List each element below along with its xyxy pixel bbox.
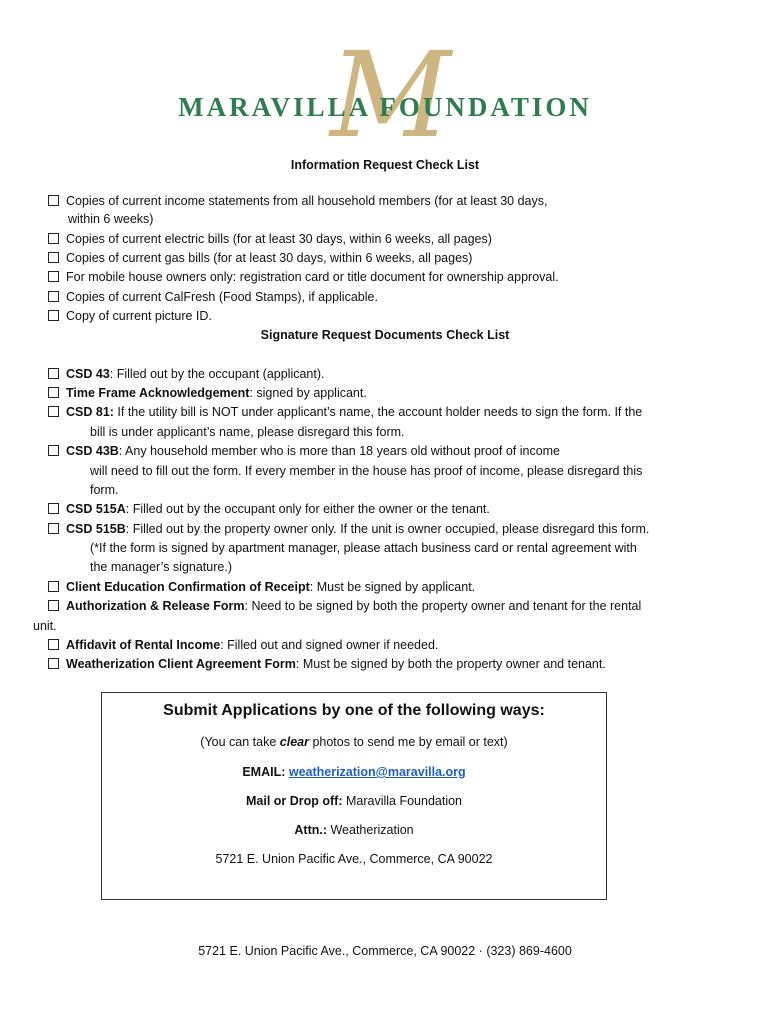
submit-address: 5721 E. Union Pacific Ave., Commerce, CA 90022 bbox=[215, 852, 493, 866]
info-item: Copies of current gas bills (for at least 30 days, within 6 weeks, all pages) bbox=[48, 249, 472, 268]
submit-mail: Mail or Drop off: Maravilla Foundation bbox=[245, 794, 463, 808]
logo-wordmark: MARAVILLA FOUNDATION bbox=[178, 92, 592, 122]
sig-item-cont: bill is under applicant’s name, please disregard this form. bbox=[90, 425, 405, 439]
checkbox[interactable] bbox=[48, 503, 59, 514]
checkbox[interactable] bbox=[48, 406, 59, 417]
footer-address: 5721 E. Union Pacific Ave., Commerce, CA 90022 · (323) 869-4600 bbox=[198, 944, 572, 958]
info-item: Copy of current picture ID. bbox=[48, 307, 212, 326]
checkbox[interactable] bbox=[48, 600, 59, 611]
info-item: Copies of current income statements from all household members (for at least 30 days, bbox=[48, 192, 547, 211]
sig-item-csd43: CSD 43: Filled out by the occupant (applicant). bbox=[48, 365, 325, 384]
submit-title: Submit Applications by one of the following ways: bbox=[163, 702, 545, 719]
sig-item-csd515b: CSD 515B: Filled out by the property owner only. If the unit is owner occupied, please disregard this form. bbox=[48, 520, 649, 539]
checkbox[interactable] bbox=[48, 523, 59, 534]
checkbox[interactable] bbox=[48, 195, 59, 206]
info-item: Copies of current electric bills (for at least 30 days, within 6 weeks, all pages) bbox=[48, 230, 492, 249]
checkbox[interactable] bbox=[48, 639, 59, 650]
submit-attn: Attn.: Weatherization bbox=[294, 823, 414, 837]
sig-item-cont: form. bbox=[90, 483, 119, 497]
sig-item-client-agreement: Weatherization Client Agreement Form: Must be signed by both the property owner and tenant. bbox=[48, 655, 606, 674]
submit-note: (You can take clear photos to send me by email or text) bbox=[200, 735, 508, 749]
sig-item-affidavit: Affidavit of Rental Income: Filled out and signed owner if needed. bbox=[48, 636, 438, 655]
sig-item-csd43b: CSD 43B: Any household member who is more than 18 years old without proof of income bbox=[48, 442, 560, 461]
checkbox[interactable] bbox=[48, 581, 59, 592]
info-item: For mobile house owners only: registration card or title document for ownership approval. bbox=[48, 268, 559, 287]
sig-item-csd515a: CSD 515A: Filled out by the occupant only for either the owner or the tenant. bbox=[48, 500, 490, 519]
checkbox[interactable] bbox=[48, 310, 59, 321]
sig-item-cont: unit. bbox=[33, 619, 57, 633]
sig-item-client-education: Client Education Confirmation of Receipt: Must be signed by applicant. bbox=[48, 578, 475, 597]
checkbox[interactable] bbox=[48, 233, 59, 244]
sig-item-cont: (*If the form is signed by apartment manager, please attach business card or rental agreement with bbox=[90, 541, 637, 555]
checkbox[interactable] bbox=[48, 291, 59, 302]
info-checklist-title: Information Request Check List bbox=[290, 158, 480, 172]
info-item-cont: within 6 weeks) bbox=[68, 212, 154, 226]
foundation-logo bbox=[0, 26, 770, 164]
checkbox[interactable] bbox=[48, 368, 59, 379]
sig-item-cont: will need to fill out the form. If every member in the house has proof of income, please disregard this bbox=[90, 464, 643, 478]
sig-item-csd81: CSD 81: If the utility bill is NOT under applicant’s name, the account holder needs to sign the form. If the bbox=[48, 403, 642, 422]
sig-item-timeframe: Time Frame Acknowledgement: signed by applicant. bbox=[48, 384, 367, 403]
email-link[interactable]: weatherization@maravilla.org bbox=[288, 765, 466, 779]
signature-checklist-title: Signature Request Documents Check List bbox=[260, 328, 510, 342]
checkbox[interactable] bbox=[48, 252, 59, 263]
sig-item-authorization: Authorization & Release Form: Need to be signed by both the property owner and tenant for the rental bbox=[48, 597, 641, 616]
checkbox[interactable] bbox=[48, 658, 59, 669]
checkbox[interactable] bbox=[48, 271, 59, 282]
info-item: Copies of current CalFresh (Food Stamps), if applicable. bbox=[48, 288, 378, 307]
checkbox[interactable] bbox=[48, 445, 59, 456]
submit-email: EMAIL: weatherization@maravilla.org bbox=[242, 765, 466, 779]
sig-item-cont: the manager’s signature.) bbox=[90, 560, 232, 574]
logo-monogram: M bbox=[330, 26, 451, 164]
checkbox[interactable] bbox=[48, 387, 59, 398]
submit-box bbox=[101, 692, 607, 900]
